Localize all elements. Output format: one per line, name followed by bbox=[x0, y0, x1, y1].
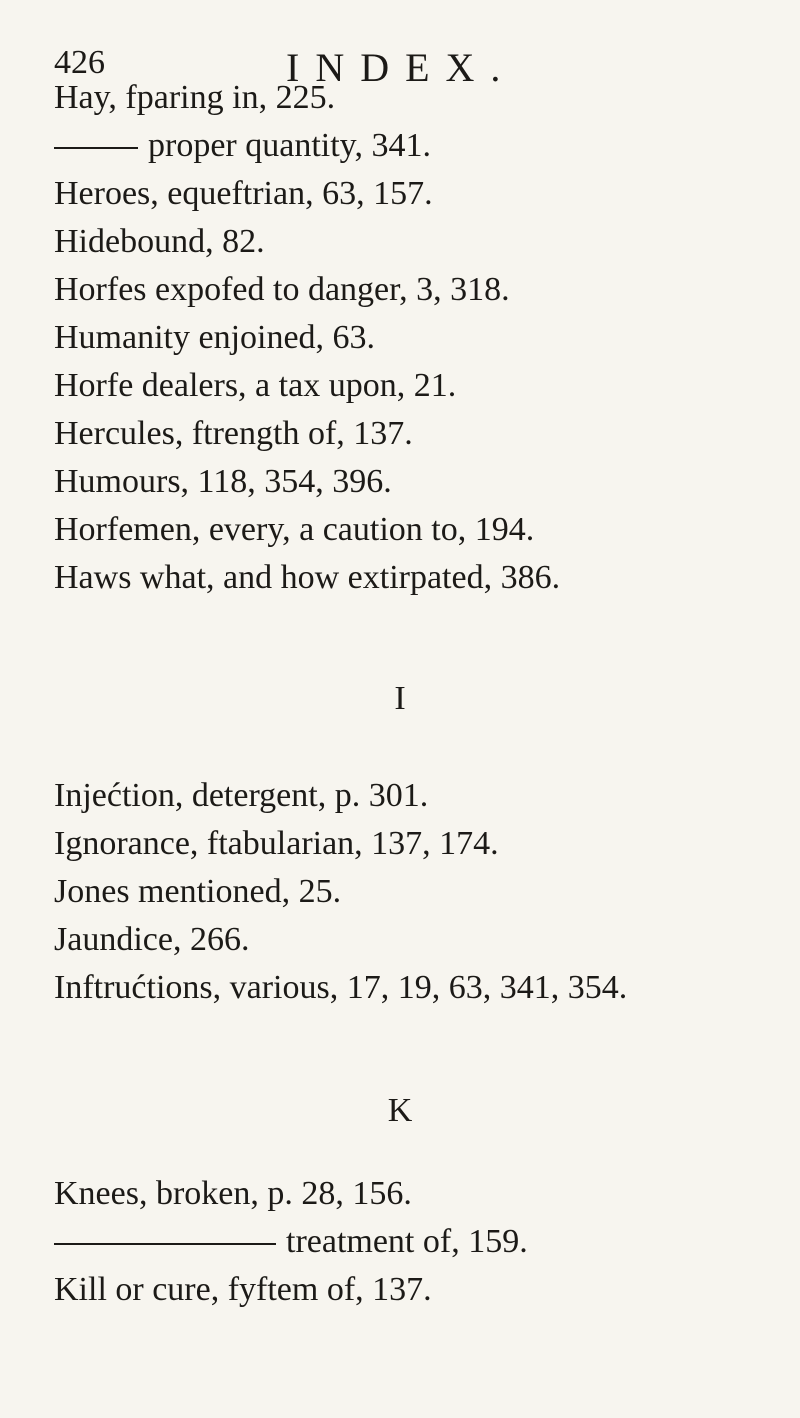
index-entry: Hay, fparing in, 225. bbox=[54, 79, 336, 116]
index-entry: Humanity enjoined, 63. bbox=[54, 319, 376, 356]
index-entry: Haws what, and how extirpated, 386. bbox=[54, 559, 561, 596]
index-entry: Horfe dealers, a tax upon, 21. bbox=[54, 367, 457, 404]
index-entry: Horfemen, every, a caution to, 194. bbox=[54, 511, 535, 548]
index-entry: Jones mentioned, 25. bbox=[54, 873, 342, 910]
index-entry: Hidebound, 82. bbox=[54, 223, 265, 260]
index-entry-continuation bbox=[54, 1222, 528, 1262]
page-number: 426 bbox=[54, 44, 105, 81]
index-entry: Knees, broken, p. 28, 156. bbox=[54, 1175, 412, 1212]
section-letter-i: I bbox=[394, 680, 406, 717]
section-letter-k: K bbox=[387, 1092, 413, 1129]
index-entry: Jaundice, 266. bbox=[54, 921, 250, 958]
index-entry-text: treatment of, 159. bbox=[286, 1223, 528, 1260]
index-entry: Inftrućtions, various, 17, 19, 63, 341, 354. bbox=[54, 969, 628, 1006]
index-entry: Humours, 118, 354, 396. bbox=[54, 463, 392, 500]
page-title: INDEX. bbox=[286, 45, 517, 90]
index-entry-text: proper quantity, 341. bbox=[148, 127, 431, 164]
index-entry: Ignorance, ftabularian, 137, 174. bbox=[54, 825, 499, 862]
ditto-dash bbox=[54, 147, 138, 149]
index-entry: Heroes, equeftrian, 63, 157. bbox=[54, 175, 433, 212]
index-entry-continuation bbox=[54, 126, 431, 166]
index-entry: Horfes expofed to danger, 3, 318. bbox=[54, 271, 510, 308]
index-entry: Injećtion, detergent, p. 301. bbox=[54, 777, 429, 814]
ditto-dash bbox=[54, 1243, 276, 1245]
index-entry: Kill or cure, fyftem of, 137. bbox=[54, 1271, 432, 1308]
index-entry: Hercules, ftrength of, 137. bbox=[54, 415, 413, 452]
